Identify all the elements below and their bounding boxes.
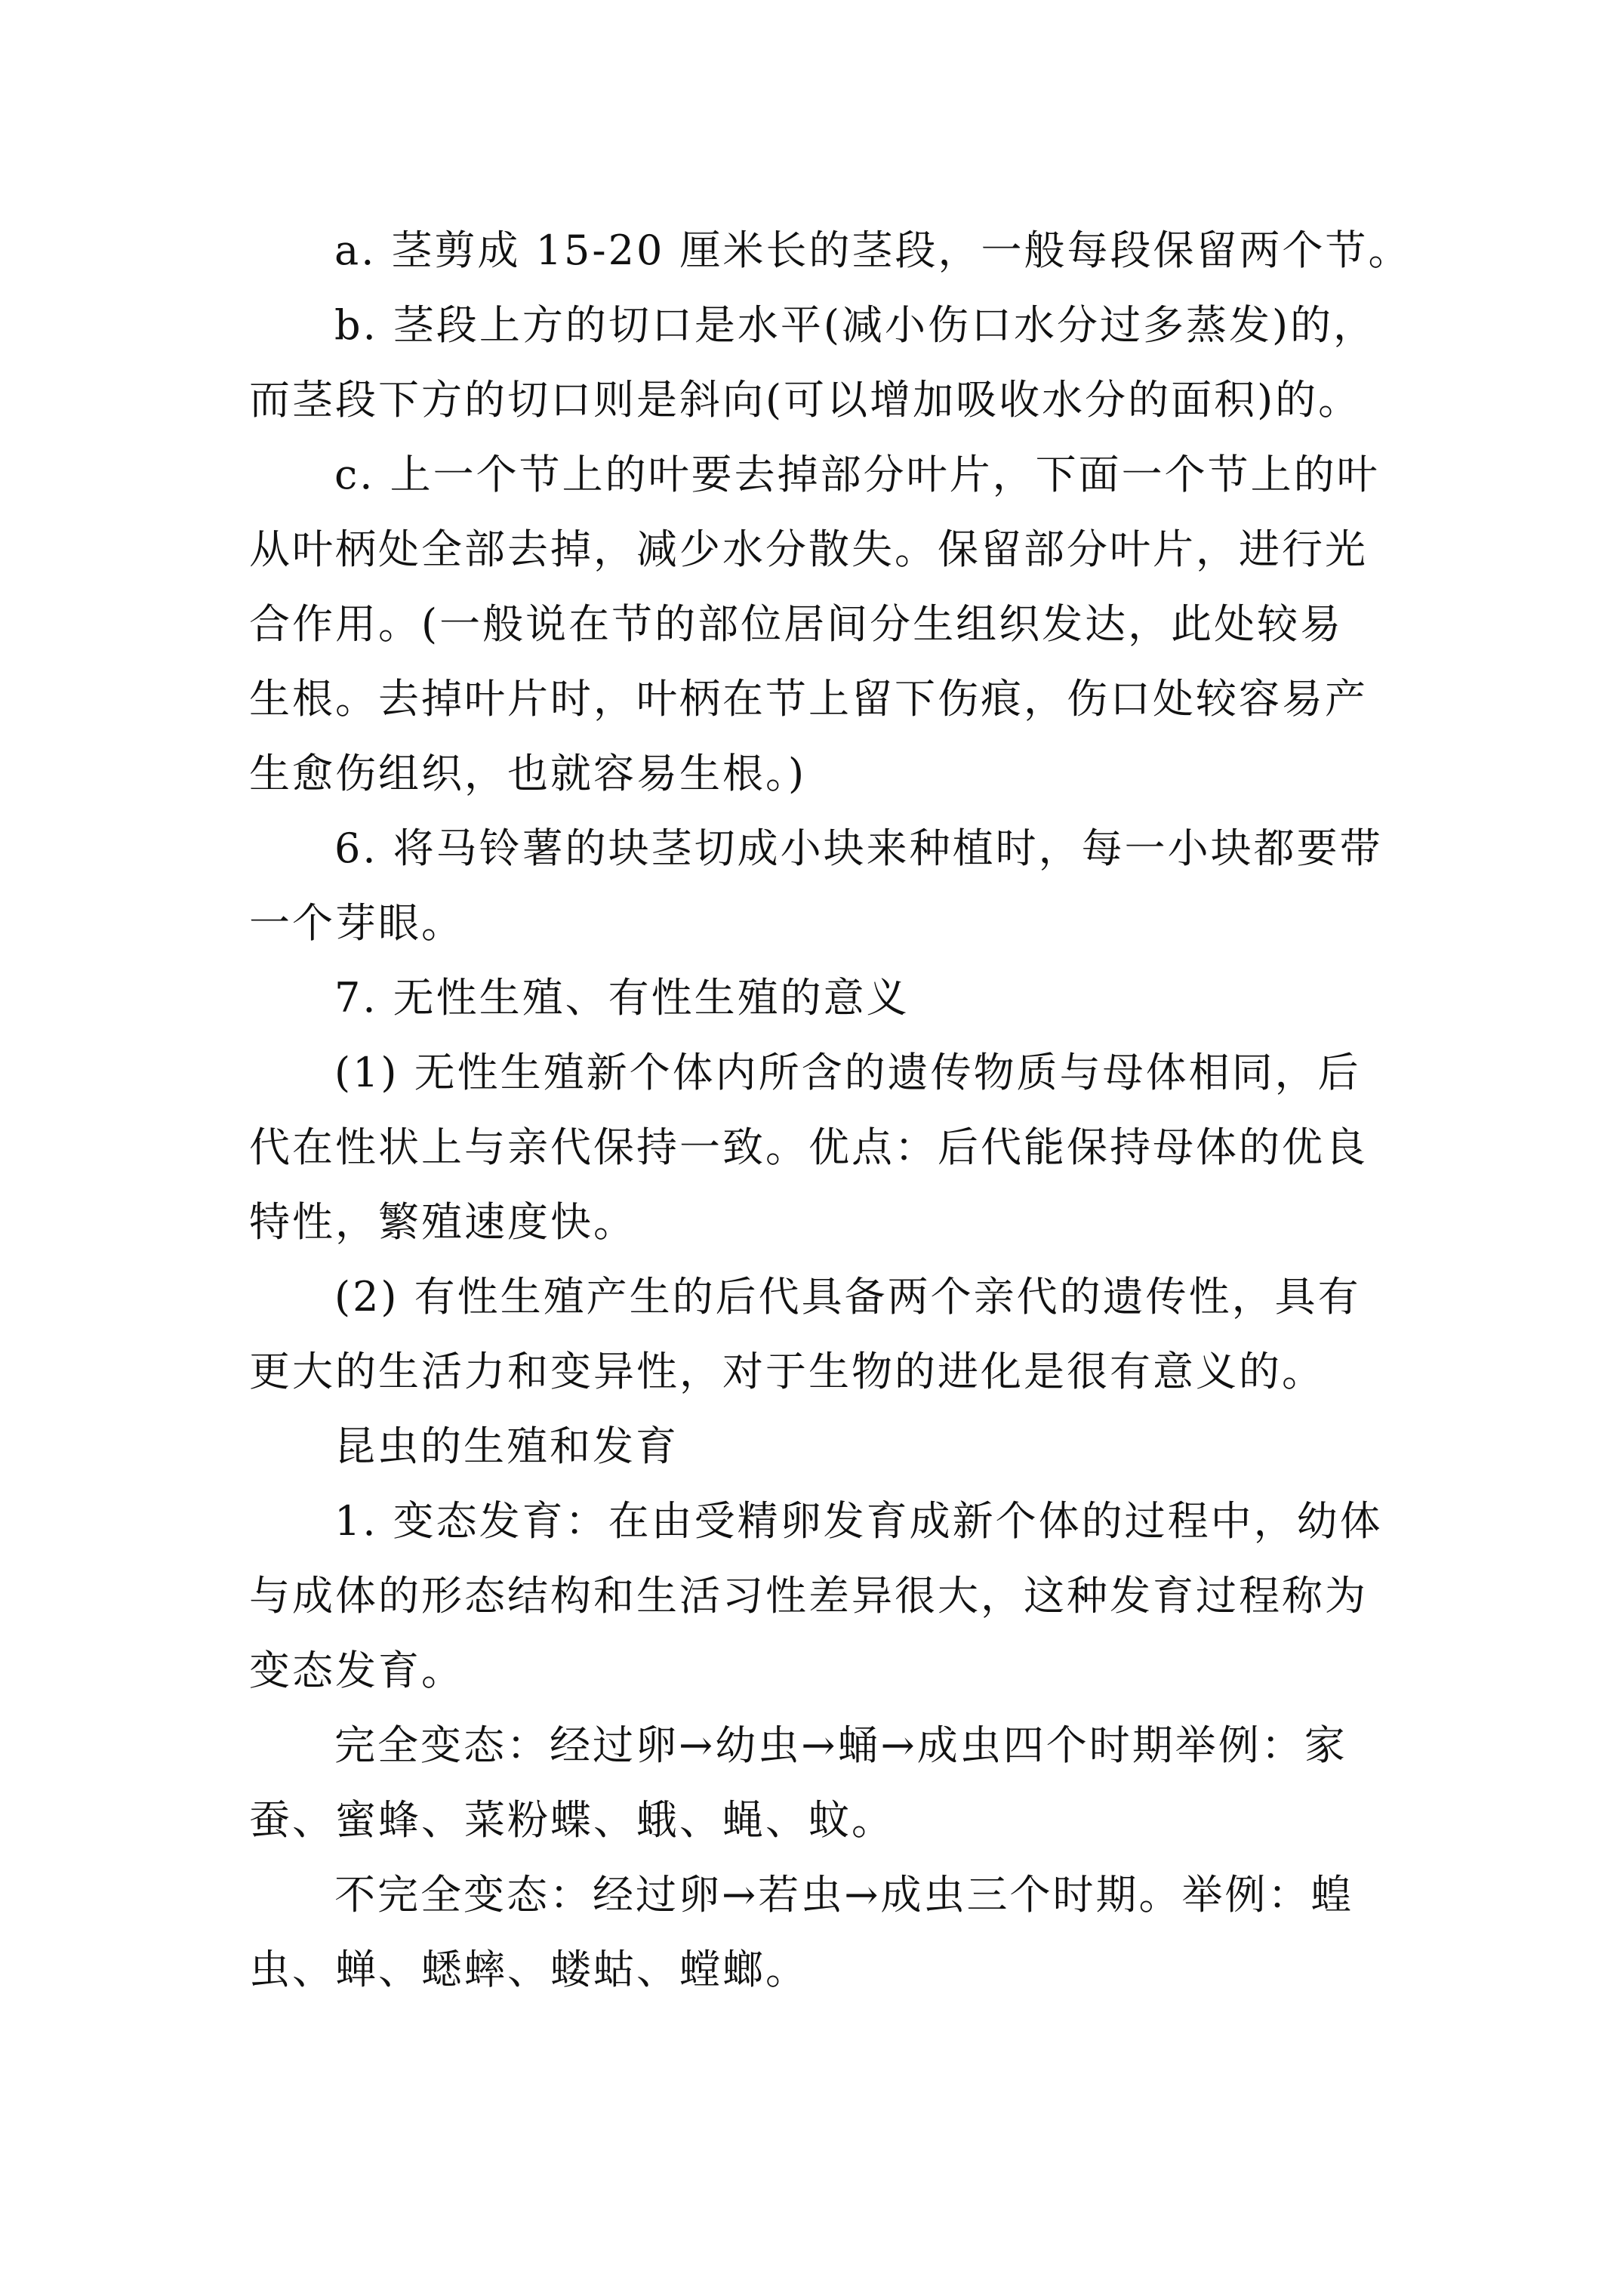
text-line: 特性，繁殖速度快。	[249, 1198, 636, 1246]
text-line: 6. 将马铃薯的块茎切成小块来种植时，每一小块都要带	[334, 824, 1383, 872]
text-line: (2) 有性生殖产生的后代具备两个亲代的遗传性，具有	[334, 1273, 1361, 1321]
text-line: a. 茎剪成 15-20 厘米长的茎段，一般每段保留两个节。	[334, 227, 1412, 274]
text-line: 完全变态：经过卵→幼虫→蛹→成虫四个时期举例：家	[334, 1721, 1347, 1769]
text-line: 虫、蝉、蟋蟀、蝼蛄、螳螂。	[249, 1946, 808, 1993]
text-line: 生愈伤组织，也就容易生根。)	[249, 750, 807, 797]
text-line: 更大的生活力和变异性，对于生物的进化是很有意义的。	[249, 1348, 1325, 1395]
text-line: 与成体的形态结构和生活习性差异很大，这种发育过程称为	[249, 1572, 1368, 1620]
text-line: 代在性状上与亲代保持一致。优点：后代能保持母体的优良	[249, 1123, 1368, 1171]
text-line: 而茎段下方的切口则是斜向(可以增加吸收水分的面积)的。	[249, 376, 1362, 424]
text-line: 1. 变态发育：在由受精卵发育成新个体的过程中，幼体	[334, 1497, 1383, 1545]
text-line: b. 茎段上方的切口是水平(减小伤口水分过多蒸发)的，	[334, 301, 1377, 349]
text-line: 蚕、蜜蜂、菜粉蝶、蛾、蝇、蚊。	[249, 1796, 895, 1844]
section-heading: 昆虫的生殖和发育	[334, 1422, 679, 1470]
text-line: (1) 无性生殖新个体内所含的遗传物质与母体相同，后	[334, 1049, 1361, 1096]
document-body	[249, 213, 1427, 2007]
text-line: 从叶柄处全部去掉，减少水分散失。保留部分叶片，进行光	[249, 525, 1368, 573]
text-line: 一个芽眼。	[249, 899, 464, 947]
section-heading: 7. 无性生殖、有性生殖的意义	[334, 974, 910, 1022]
text-line: c. 上一个节上的叶要去掉部分叶片，下面一个节上的叶	[334, 451, 1380, 498]
text-line: 变态发育。	[249, 1647, 464, 1694]
text-line: 合作用。(一般说在节的部位居间分生组织发达，此处较易	[249, 600, 1344, 648]
text-line: 生根。去掉叶片时，叶柄在节上留下伤痕，伤口处较容易产	[249, 675, 1368, 723]
text-line: 不完全变态：经过卵→若虫→成虫三个时期。举例：蝗	[334, 1871, 1354, 1918]
